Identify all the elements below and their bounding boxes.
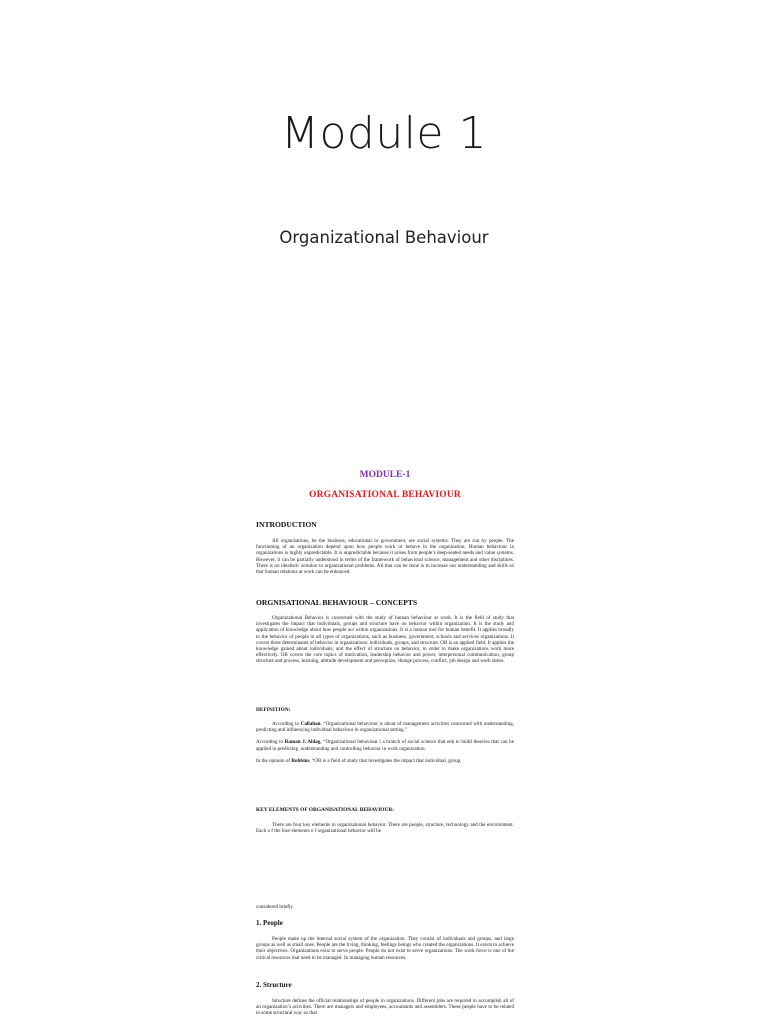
def3-text: , “OB is a field of study that investigates the impact that individual, group, (309, 757, 462, 764)
definition-aldag (256, 739, 514, 751)
def2-name: Raman J. Aldag (284, 739, 321, 746)
slide-title: Module 1 (281, 108, 487, 159)
structure-text: Structure defines the official relationships of people in organizations. Different jobs are required to accomplish all of an organization’s activities. There are managers and employees, accountants and assemblers. These people have to be related in some structural way so that (256, 998, 514, 1017)
main-heading: ORGANISATIONAL BEHAVIOUR (309, 490, 461, 500)
concepts-heading: ORGNISATIONAL BEHAVIOUR – CONCEPTS (256, 598, 418, 607)
definition-robbins (256, 758, 514, 764)
module-label: MODULE-1 (359, 470, 411, 480)
key-elements-heading: KEY ELEMENTS OF ORGANISATIONAL BEHAVIOUR: (256, 807, 395, 813)
key-elements-cont: considered briefly. (256, 904, 294, 910)
concepts-text: Organizational Behavior is concerned with the study of human behaviour at work. It is the field of study that investigates the impact that individuals, groups and structure have on behavior within organization. It is the study and application of knowledge about how people act within organizations. It is a human tool for human benefit. It applies broadly to the behavior of people in all types of organizations, such as business, government, schools and services organizations. It covers three determinants of behavior in organizations: individuals, groups, and structure. OB is an applied field. It applies the knowledge gained about individuals, and the effect of structure on behavior, in order to make organizations work more effectively. OB covers the core topics of motivation, leadership behavior and power, interpersonal communication, group structure and process, learning, attitude development and perception, change process, conflict, job design and work stress. (256, 615, 514, 665)
def1-prefix: According to (272, 721, 301, 727)
def1-text: , “Organizational behaviour is about of management activities concerned with understanding, predicting and influencing individual behaviour in organizational setting.” (256, 721, 514, 734)
def1-name: Callahan (300, 721, 321, 727)
people-section (256, 919, 514, 961)
definition-heading: DEFINITION: (256, 707, 291, 713)
key-elements-section (256, 807, 514, 834)
intro-heading: INTRODUCTION (256, 520, 317, 529)
structure-heading: 2. Structure (256, 981, 292, 989)
slide-subtitle: Organizational Behaviour (279, 228, 489, 247)
def2-prefix: According to (256, 739, 285, 746)
concepts-section (256, 598, 514, 665)
definition-callahan (256, 721, 514, 733)
def3-name: Robbins (291, 757, 310, 764)
intro-section (256, 520, 514, 575)
people-text: People make up the internal social system of the organization. They consist of individuals and groups, and large groups as well as small ones. People are the living, thinking, feelings beings who created the organizations. It exists to achieve their objectives. Organizations exist to serve people. People do not exist to serve organizations. The work force is one of the critical resources that need to be managed. In managing human resources. (256, 936, 514, 961)
def3-prefix: In the opinion of (256, 757, 292, 764)
key-elements-continued (256, 904, 514, 910)
key-elements-text: There are four key elements in organizational behavior. There are people, structure, technology and the environment. Each o f the four elements o f organizational behavior will be (256, 822, 514, 835)
intro-text: All organizations, be the business, educational or government, are social systems. They are run by people. The functioning of an organization depend upon how people work or behave in the organization. Human behaviour in organizations is highly unpredictable. It is unpredictable because it arises from people’s deep-seated needs and value systems. However, it can be partially understood in terms of the framework of behavioral science, management and other disciplines. There is no idealistic solution to organizational problems. All that can be done is to increase our understanding and skills so that human relations at work can be enhanced. (256, 538, 514, 576)
people-heading: 1. People (256, 919, 283, 927)
title-slide (0, 0, 768, 450)
structure-section (256, 981, 514, 1017)
def2-text: , “Organizational behaviour i a branch of social science that eek to build theories that can be applied in predicting ,understanding and controlling behavior in work organization. (256, 739, 514, 752)
definition-section (256, 707, 514, 764)
